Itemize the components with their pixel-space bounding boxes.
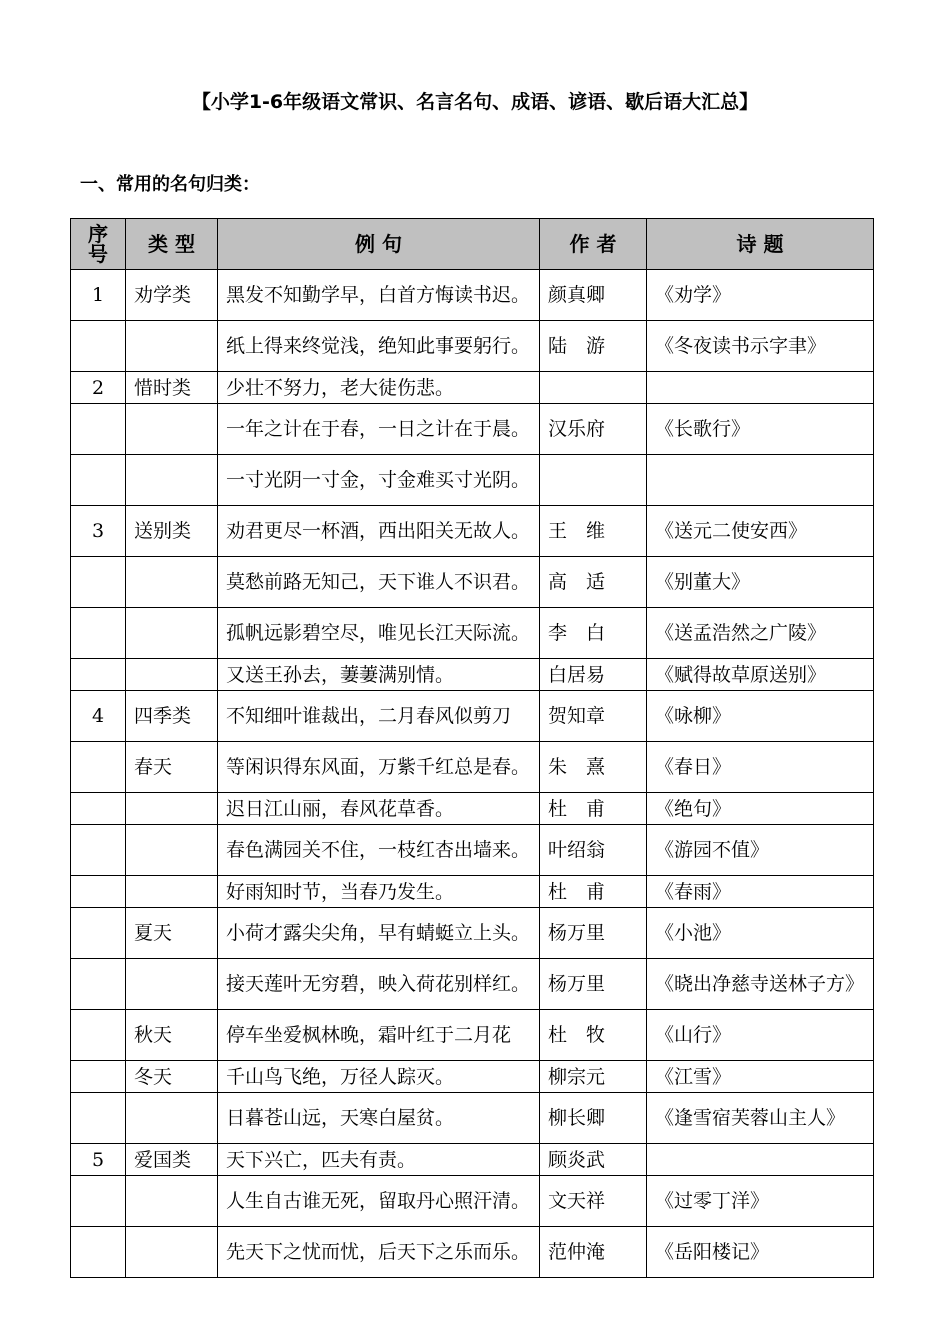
cell-author: 汉乐府	[540, 404, 647, 455]
cell-author: 顾炎武	[540, 1144, 647, 1176]
cell-poem-title: 《绝句》	[647, 793, 874, 825]
cell-poem-title: 《逢雪宿芙蓉山主人》	[647, 1093, 874, 1144]
table-row	[71, 908, 874, 959]
table-row	[71, 1061, 874, 1093]
cell-seq	[71, 793, 126, 825]
cell-seq: 4	[71, 691, 126, 742]
table-row	[71, 321, 874, 372]
table-row	[71, 659, 874, 691]
cell-poem-title: 《咏柳》	[647, 691, 874, 742]
table-row	[71, 506, 874, 557]
cell-quote: 迟日江山丽，春风花草香。	[218, 793, 540, 825]
cell-seq	[71, 608, 126, 659]
table-row	[71, 455, 874, 506]
table-row	[71, 270, 874, 321]
cell-author	[540, 372, 647, 404]
cell-seq	[71, 825, 126, 876]
cell-quote: 孤帆远影碧空尽，唯见长江天际流。	[218, 608, 540, 659]
cell-quote: 莫愁前路无知己，天下谁人不识君。	[218, 557, 540, 608]
header-seq-line1: 序	[88, 222, 108, 246]
cell-poem-title: 《送元二使安西》	[647, 506, 874, 557]
cell-quote: 一寸光阴一寸金，寸金难买寸光阴。	[218, 455, 540, 506]
table-row	[71, 404, 874, 455]
cell-poem-title: 《长歌行》	[647, 404, 874, 455]
cell-author: 杨万里	[540, 908, 647, 959]
cell-seq: 5	[71, 1144, 126, 1176]
cell-type: 爱国类	[126, 1144, 218, 1176]
table-row	[71, 876, 874, 908]
table-row	[71, 1093, 874, 1144]
cell-quote: 又送王孙去，萋萋满别情。	[218, 659, 540, 691]
header-author: 作 者	[540, 219, 647, 270]
cell-poem-title: 《小池》	[647, 908, 874, 959]
cell-quote: 纸上得来终觉浅，绝知此事要躬行。	[218, 321, 540, 372]
cell-type	[126, 1093, 218, 1144]
cell-author: 贺知章	[540, 691, 647, 742]
cell-type	[126, 321, 218, 372]
cell-type	[126, 659, 218, 691]
cell-quote: 少壮不努力，老大徒伤悲。	[218, 372, 540, 404]
cell-author: 陆 游	[540, 321, 647, 372]
cell-type: 送别类	[126, 506, 218, 557]
cell-seq: 1	[71, 270, 126, 321]
cell-author: 柳宗元	[540, 1061, 647, 1093]
cell-author: 杜 牧	[540, 1010, 647, 1061]
cell-seq	[71, 1093, 126, 1144]
cell-author: 文天祥	[540, 1176, 647, 1227]
cell-seq	[71, 455, 126, 506]
cell-poem-title: 《劝学》	[647, 270, 874, 321]
cell-author: 杜 甫	[540, 793, 647, 825]
cell-type	[126, 608, 218, 659]
cell-author: 李 白	[540, 608, 647, 659]
cell-poem-title: 《送孟浩然之广陵》	[647, 608, 874, 659]
cell-author: 范仲淹	[540, 1227, 647, 1278]
cell-quote: 春色满园关不住，一枝红杏出墙来。	[218, 825, 540, 876]
cell-poem-title: 《岳阳楼记》	[647, 1227, 874, 1278]
cell-author: 叶绍翁	[540, 825, 647, 876]
cell-author: 杨万里	[540, 959, 647, 1010]
cell-seq	[71, 1061, 126, 1093]
cell-seq	[71, 908, 126, 959]
table-row	[71, 1144, 874, 1176]
table-row	[71, 793, 874, 825]
cell-type	[126, 455, 218, 506]
cell-poem-title	[647, 372, 874, 404]
cell-quote: 等闲识得东风面，万紫千红总是春。	[218, 742, 540, 793]
cell-poem-title	[647, 1144, 874, 1176]
cell-quote: 人生自古谁无死，留取丹心照汗清。	[218, 1176, 540, 1227]
cell-author: 白居易	[540, 659, 647, 691]
section-heading: 一、常用的名句归类：	[80, 174, 260, 195]
cell-author: 颜真卿	[540, 270, 647, 321]
header-title: 诗 题	[647, 219, 874, 270]
cell-poem-title	[647, 455, 874, 506]
cell-seq	[71, 1010, 126, 1061]
cell-seq	[71, 557, 126, 608]
cell-poem-title: 《赋得故草原送别》	[647, 659, 874, 691]
cell-quote: 一年之计在于春，一日之计在于晨。	[218, 404, 540, 455]
cell-quote: 好雨知时节，当春乃发生。	[218, 876, 540, 908]
famous-quotes-table	[70, 218, 874, 1278]
table-row	[71, 691, 874, 742]
cell-type	[126, 793, 218, 825]
header-type: 类 型	[126, 219, 218, 270]
cell-quote: 黑发不知勤学早，白首方悔读书迟。	[218, 270, 540, 321]
cell-quote: 小荷才露尖尖角，早有蜻蜓立上头。	[218, 908, 540, 959]
cell-type	[126, 959, 218, 1010]
cell-seq: 2	[71, 372, 126, 404]
cell-seq	[71, 1176, 126, 1227]
table-header-row	[71, 219, 874, 270]
cell-poem-title: 《过零丁洋》	[647, 1176, 874, 1227]
cell-type: 秋天	[126, 1010, 218, 1061]
table-body	[71, 270, 874, 1278]
cell-author: 柳长卿	[540, 1093, 647, 1144]
cell-author	[540, 455, 647, 506]
cell-seq	[71, 959, 126, 1010]
cell-poem-title: 《游园不值》	[647, 825, 874, 876]
table-row	[71, 1227, 874, 1278]
table-row	[71, 959, 874, 1010]
cell-quote: 劝君更尽一杯酒，西出阳关无故人。	[218, 506, 540, 557]
cell-quote: 先天下之忧而忧，后天下之乐而乐。	[218, 1227, 540, 1278]
cell-seq	[71, 1227, 126, 1278]
cell-quote: 停车坐爱枫林晚，霜叶红于二月花	[218, 1010, 540, 1061]
cell-poem-title: 《冬夜读书示字聿》	[647, 321, 874, 372]
cell-author: 朱 熹	[540, 742, 647, 793]
cell-type	[126, 825, 218, 876]
cell-quote: 天下兴亡，匹夫有责。	[218, 1144, 540, 1176]
cell-type: 惜时类	[126, 372, 218, 404]
cell-seq	[71, 404, 126, 455]
cell-type: 春天	[126, 742, 218, 793]
table-row	[71, 608, 874, 659]
cell-quote: 千山鸟飞绝，万径人踪灭。	[218, 1061, 540, 1093]
table-row	[71, 742, 874, 793]
cell-author: 杜 甫	[540, 876, 647, 908]
cell-quote: 接天莲叶无穷碧，映入荷花别样红。	[218, 959, 540, 1010]
cell-poem-title: 《山行》	[647, 1010, 874, 1061]
header-seq-line2: 号	[88, 242, 108, 266]
cell-author: 高 适	[540, 557, 647, 608]
header-quote: 例 句	[218, 219, 540, 270]
cell-author: 王 维	[540, 506, 647, 557]
cell-quote: 不知细叶谁裁出，二月春风似剪刀	[218, 691, 540, 742]
table-row	[71, 372, 874, 404]
cell-seq	[71, 876, 126, 908]
cell-type: 劝学类	[126, 270, 218, 321]
table-row	[71, 1010, 874, 1061]
cell-type	[126, 404, 218, 455]
cell-type: 夏天	[126, 908, 218, 959]
cell-poem-title: 《别董大》	[647, 557, 874, 608]
cell-poem-title: 《江雪》	[647, 1061, 874, 1093]
cell-seq	[71, 321, 126, 372]
table-row	[71, 557, 874, 608]
cell-seq: 3	[71, 506, 126, 557]
cell-type	[126, 1227, 218, 1278]
cell-type: 四季类	[126, 691, 218, 742]
document-title: 【小学1-6年级语文常识、名言名句、成语、谚语、歇后语大汇总】	[191, 91, 759, 113]
cell-quote: 日暮苍山远，天寒白屋贫。	[218, 1093, 540, 1144]
cell-type	[126, 557, 218, 608]
cell-poem-title: 《春日》	[647, 742, 874, 793]
cell-type: 冬天	[126, 1061, 218, 1093]
cell-poem-title: 《晓出净慈寺送林子方》	[647, 959, 874, 1010]
cell-seq	[71, 742, 126, 793]
cell-seq	[71, 659, 126, 691]
header-seq	[71, 219, 126, 270]
cell-type	[126, 1176, 218, 1227]
table-row	[71, 1176, 874, 1227]
table-row	[71, 825, 874, 876]
cell-poem-title: 《春雨》	[647, 876, 874, 908]
cell-type	[126, 876, 218, 908]
